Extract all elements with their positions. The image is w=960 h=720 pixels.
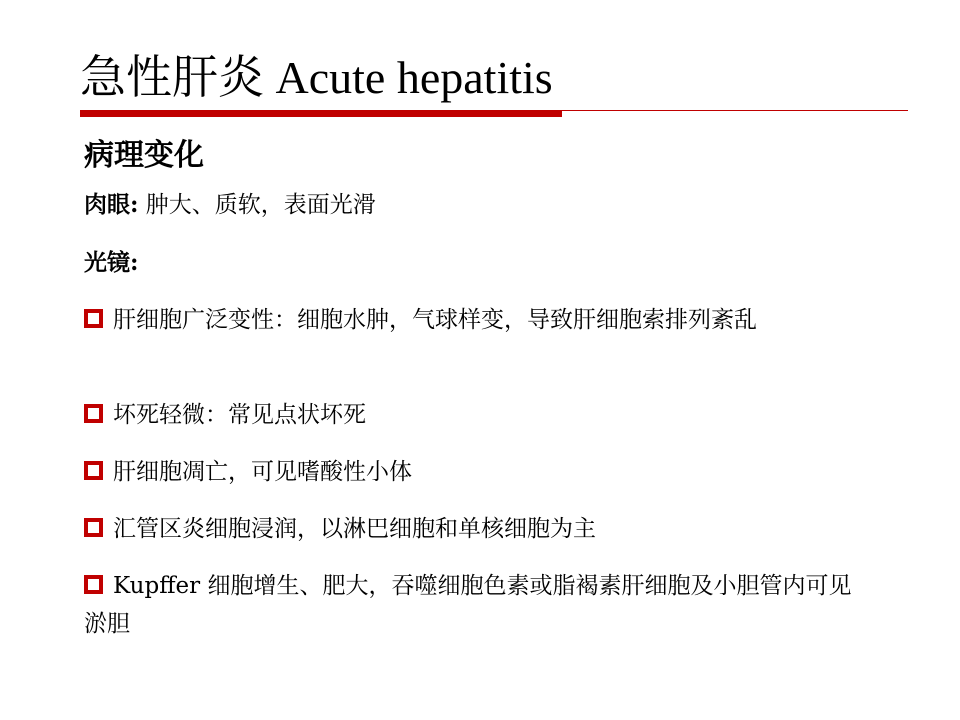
bullet-text: 坏死轻微：常见点状坏死: [113, 402, 366, 428]
bullet-text: Kupffer 细胞增生、肥大，吞噬细胞色素或脂褐素肝细胞及小胆管内可见淤胆: [84, 573, 852, 637]
microscope-label: 光镜:: [84, 249, 139, 276]
gross-text: 肿大、质软，表面光滑: [138, 192, 376, 218]
bullet-item-necrosis: [84, 396, 864, 434]
bullet-item-kupffer: [84, 567, 864, 643]
hollow-square-bullet-icon: [84, 518, 103, 537]
bullet-item-apoptosis: [84, 453, 864, 491]
gross-label: 肉眼:: [84, 191, 139, 218]
hollow-square-bullet-icon: [84, 461, 103, 480]
hollow-square-bullet-icon: [84, 309, 103, 328]
bullet-item-portal-infiltration: [84, 510, 864, 548]
microscope-line: [84, 244, 139, 282]
bullet-text: 肝细胞凋亡，可见嗜酸性小体: [113, 459, 412, 485]
title-underline-thick: [80, 111, 562, 117]
slide-title: 急性肝炎 Acute hepatitis: [80, 52, 553, 103]
section-heading: 病理变化: [84, 138, 204, 173]
bullet-text: 汇管区炎细胞浸润，以淋巴细胞和单核细胞为主: [113, 516, 596, 542]
bullet-text: 肝细胞广泛变性：细胞水肿，气球样变，导致肝细胞索排列紊乱: [113, 307, 757, 333]
gross-line: [84, 186, 376, 224]
hollow-square-bullet-icon: [84, 575, 103, 594]
bullet-item-degeneration: [84, 301, 864, 339]
hollow-square-bullet-icon: [84, 404, 103, 423]
